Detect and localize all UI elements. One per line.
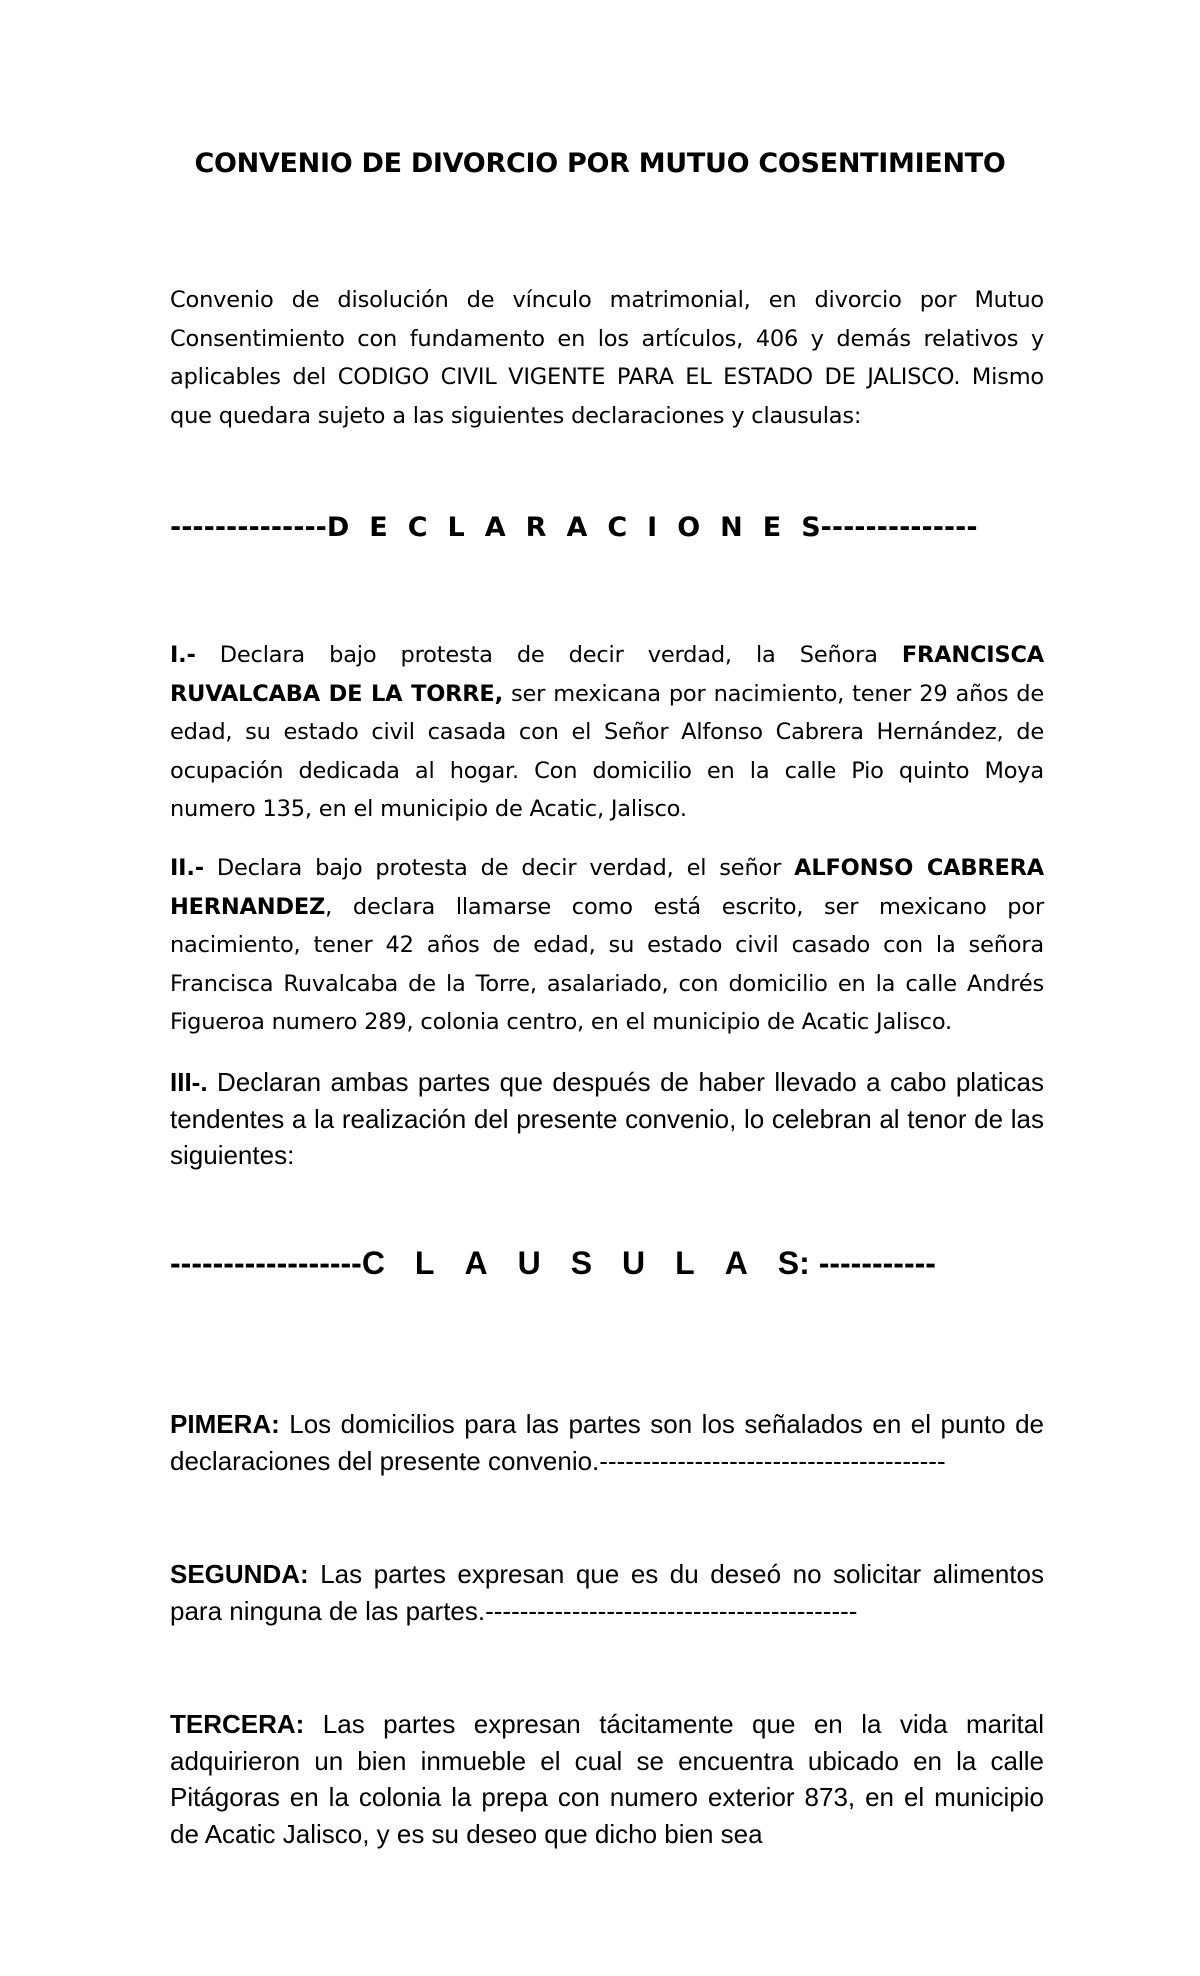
declaracion-text: Declaran ambas partes que después de haber llevado a cabo platicas tendentes a la realización del presente convenio, lo celebran al tenor de las siguientes: [170, 1067, 1044, 1170]
clausula-label: TERCERA: [170, 1709, 305, 1739]
clausula-label: PIMERA: [170, 1409, 280, 1439]
clausula-text: Las partes expresan tácitamente que en la vida marital adquirieron un bien inmueble el cual se encuentra ubicado en la calle Pitágoras en la colonia la prepa con numero exterior 873, en el municipio de Acatic Jalisco, y es su deseo que dicho bien sea [170, 1709, 1044, 1849]
clausula-primera [170, 1406, 1044, 1479]
declaracion-2 [170, 849, 1044, 1042]
intro-paragraph: Convenio de disolución de vínculo matrimonial, en divorcio por Mutuo Consentimiento con fundamento en los artículos, 406 y demás relativos y aplicables del CODIGO CIVIL VIGENTE PARA EL ESTADO DE JALISCO. Mismo que quedara sujeto a las siguientes declaraciones y clausulas: [170, 287, 1044, 429]
declaracion-label: II.- [170, 855, 204, 881]
clausula-label: SEGUNDA: [170, 1559, 309, 1589]
heading-dashes-right: -------------- [820, 512, 978, 543]
heading-word: DECLARACIONE [326, 512, 802, 543]
declaracion-text: Declara bajo protesta de decir verdad, el señor [203, 855, 795, 881]
heading-word: CLAUSULA [361, 1245, 778, 1281]
declaracion-text: ser mexicana por nacimiento, tener 29 años de edad, su estado civil casada con el Señor Alfonso Cabrera Hernández, de ocupación dedicada al hogar. Con domicilio en la calle Pio quinto Moya numero 135, en el municipio de Acatic, Jalisco. [170, 680, 1044, 822]
declaracion-text: Declara bajo protesta de decir verdad, la Señora [195, 642, 902, 668]
clausula-text: Los domicilios para las partes son los señalados en el punto de declaraciones del presente convenio.---------------------------------------- [170, 1409, 1044, 1476]
clausula-segunda [170, 1556, 1044, 1629]
heading-dashes-left: -------------- [170, 512, 327, 543]
declaracion-label: III-. [170, 1067, 208, 1097]
heading-last-letter: S: [777, 1245, 810, 1281]
clausula-tercera [170, 1706, 1044, 1852]
document-title: CONVENIO DE DIVORCIO POR MUTUO COSENTIMIENTO [194, 148, 1006, 179]
declaracion-text: , declara llamarse como está escrito, ser mexicano por nacimiento, tener 42 años de edad, su estado civil casado con la señora Francisca Ruvalcaba de la Torre, asalariado, con domicilio en la calle Andrés Figueroa numero 289, colonia centro, en el municipio de Acatic Jalisco. [170, 893, 1044, 1035]
declaracion-label: I.- [170, 642, 196, 668]
party-name: ALFONSO CABRERA HERNANDEZ [170, 855, 1044, 920]
party-name: FRANCISCA RUVALCABA DE LA TORRE, [170, 642, 1044, 707]
clausulas-heading [170, 1245, 936, 1282]
declaraciones-heading [170, 512, 978, 543]
declaracion-3 [170, 1064, 1044, 1174]
clausula-text: Las partes expresan que es du deseó no solicitar alimentos para ninguna de las partes.------------------------------------------- [170, 1559, 1044, 1626]
heading-dashes-right: ----------- [809, 1245, 936, 1281]
heading-dashes-left: ------------------ [170, 1245, 362, 1281]
heading-last-letter: S [801, 512, 821, 543]
declaracion-1 [170, 636, 1044, 829]
